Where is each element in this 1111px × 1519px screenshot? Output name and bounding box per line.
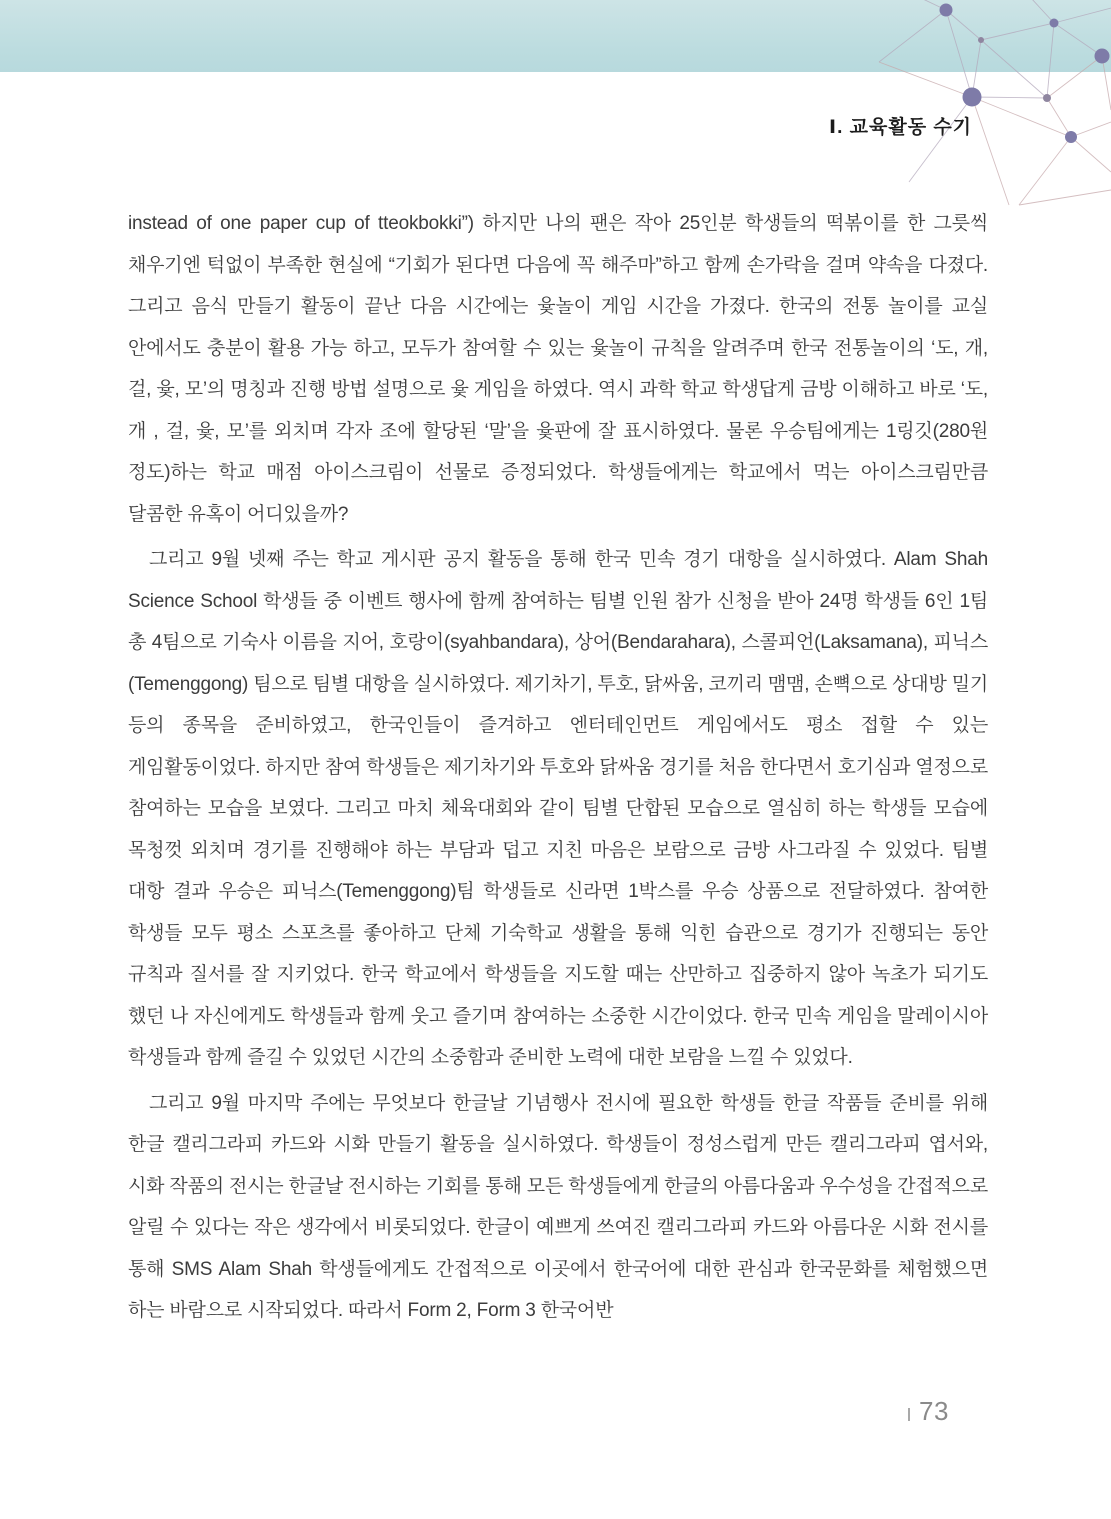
page-number-divider [908,1408,910,1421]
paragraph-2: 그리고 9월 넷째 주는 학교 게시판 공지 활동을 통해 한국 민속 경기 대항을 실시하였다. Alam Shah Science School 학생들 중 이벤트 행사에 함께 참여하는 팀별 인원 참가 신청을 받아 24명 학생들 6인 1팀 총 4팀으로 기숙사 이름을 지어, 호랑이(syahbandara), 상어(Bendarahara), 스콜피언(Laksamana), 피닉스(Temenggong) 팀으로 팀별 대항을 실시하였다. 제기차기, 투호, 닭싸움, 코끼리 맴맴, 손뼉으로 상대방 밀기 등의 종목을 준비하였고, 한국인들이 즐겨하고 엔터테인먼트 게임에서도 평소 접할 수 있는 게임활동이었다. 하지만 참여 학생들은 제기차기와 투호와 닭싸움 경기를 처음 한다면서 호기심과 열정으로 참여하는 모습을 보였다. 그리고 마치 체육대회와 같이 팀별 단합된 모습으로 열심히 하는 학생들 모습에 목청껏 외치며 경기를 진행해야 하는 부담과 덥고 지친 마음은 보람으로 금방 사그라질 수 있었다. 팀별 대항 결과 우승은 피닉스(Temenggong)팀 학생들로 신라면 1박스를 우승 상품으로 전달하였다. 참여한 학생들 모두 평소 스포츠를 좋아하고 단체 기숙학교 생활을 통해 익힌 습관으로 경기가 진행되는 동안 규칙과 질서를 잘 지키었다. 한국 학교에서 학생들을 지도할 때는 산만하고 집중하지 않아 녹초가 되기도 했던 나 자신에게도 학생들과 함께 웃고 즐기며 참여하는 소중한 시간이었다. 한국 민속 게임을 말레이시아 학생들과 함께 즐길 수 있었던 시간의 소중함과 준비한 노력에 대한 보람을 느낄 수 있었다. [128,549,989,1068]
paragraph-1: instead of one paper cup of tteokbokki”) 하지만 나의 팬은 작아 25인분 학생들의 떡볶이를 한 그릇씩 채우기엔 턱없이 부족한 현실에 “기회가 된다면 다음에 꼭 해주마”하고 함께 손가락을 걸며 약속을 다졌다. 그리고 음식 만들기 활동이 끝난 다음 시간에는 윷놀이 게임 시간을 가졌다. 한국의 전통 놀이를 교실 안에서도 충분이 활용 가능 하고, 모두가 참여할 수 있는 윷놀이 규칙을 알려주며 한국 전통놀이의 ‘도, 개, 걸, 윷, 모’의 명칭과 진행 방법 설명으로 윷 게임을 하였다. 역시 과학 학교 학생답게 금방 이해하고 바로 ‘도, 개 , 걸, 윷, 모’를 외치며 각자 조에 할당된 ‘말’을 윷판에 잘 표시하였다. 물론 우승팀에게는 1링깃(280원 정도)하는 학교 매점 아이스크림이 선물로 증정되었다. 학생들에게는 학교에서 먹는 아이스크림만큼 달콤한 유혹이 어디있을까? [128,213,988,525]
header-band [0,0,1111,72]
body-text [128,203,988,1336]
section-label: Ⅰ. 교육활동 수기 [829,117,973,138]
page-footer [908,1396,949,1427]
page-number: 73 [919,1396,949,1426]
paragraph-3: 그리고 9월 마지막 주에는 무엇보다 한글날 기념행사 전시에 필요한 학생들 한글 작품들 준비를 위해 한글 캘리그라피 카드와 시화 만들기 활동을 실시하였다. 학생들이 정성스럽게 만든 캘리그라피 엽서와, 시화 작품의 전시는 한글날 전시하는 기회를 통해 모든 학생들에게 한글의 아름다움과 우수성을 간접적으로 알릴 수 있다는 작은 생각에서 비롯되었다. 한글이 예쁘게 쓰여진 캘리그라피 카드와 아름다운 시화 전시를 통해 SMS Alam Shah 학생들에게도 간접적으로 이곳에서 한국어에 대한 관심과 한국문화를 체험했으면 하는 바람으로 시작되었다. 따라서 Form 2, Form 3 한국어반 [128,1092,988,1321]
